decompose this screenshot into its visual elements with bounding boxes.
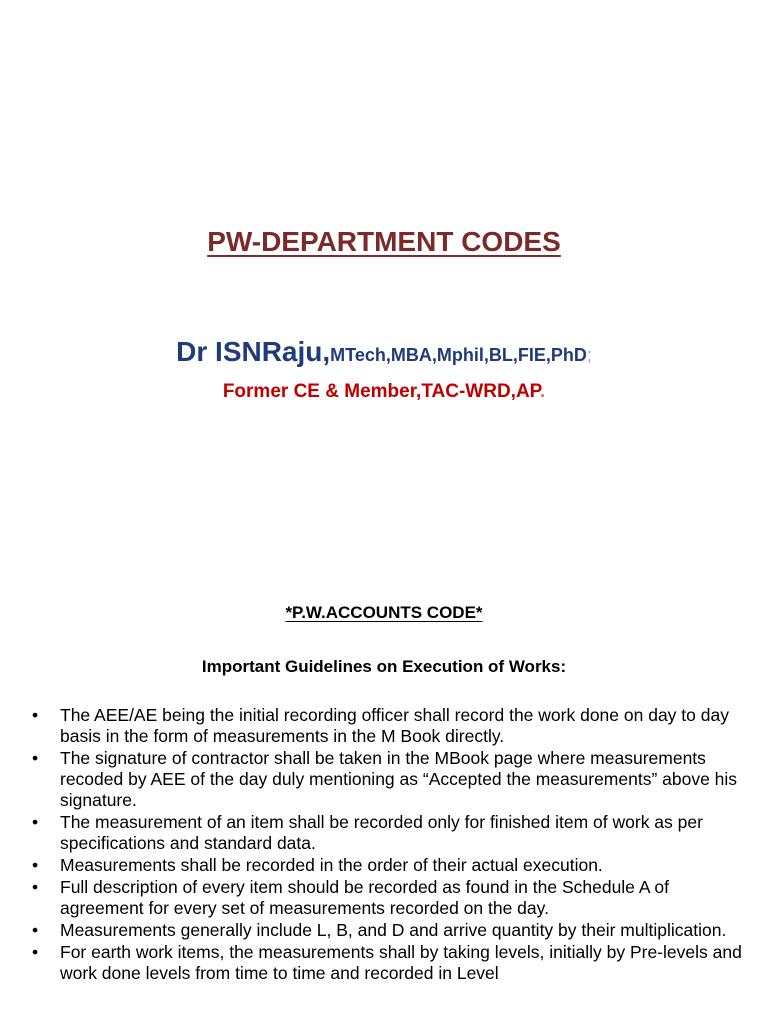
bullet-icon: • xyxy=(32,855,39,875)
guidelines-list xyxy=(32,705,752,985)
author-name: Dr ISNRaju, xyxy=(176,336,331,367)
section-heading: *P.W.ACCOUNTS CODE* xyxy=(285,603,483,622)
bullet-icon: • xyxy=(32,920,39,940)
author-position xyxy=(0,378,768,406)
list-item-text: Measurements shall be recorded in the order of their actual execution. xyxy=(60,855,603,875)
list-item xyxy=(32,942,752,984)
author-semicolon: ; xyxy=(586,345,592,365)
list-item-text: Measurements generally include L, B, and D and arrive quantity by their multiplication. xyxy=(60,920,727,940)
position-dot: . xyxy=(539,381,546,402)
list-item xyxy=(32,705,752,747)
list-item-text: Full description of every item should be recorded as found in the Schedule A of agreement for every set of measurements recorded on the day. xyxy=(60,877,669,918)
list-item-text: The signature of contractor shall be taken in the MBook page where measurements recoded by AEE of the day duly mentioning as “Accepted the measurements” above his signature. xyxy=(60,748,738,810)
list-item xyxy=(32,855,752,876)
bullet-icon: • xyxy=(32,877,39,897)
bullet-icon: • xyxy=(32,748,39,768)
list-item xyxy=(32,877,752,919)
bullet-icon: • xyxy=(32,812,39,832)
author-qualifications: MTech,MBA,Mphil,BL,FIE,PhD xyxy=(330,345,587,365)
list-item-text: The AEE/AE being the initial recording officer shall record the work done on day to day basis in the form of measurements in the M Book directly. xyxy=(60,705,729,746)
page-title: PW-DEPARTMENT CODES xyxy=(207,226,561,257)
list-item xyxy=(32,920,752,941)
list-item xyxy=(32,748,752,811)
guidelines-subheading: Important Guidelines on Execution of Works: xyxy=(201,657,567,676)
list-item-text: The measurement of an item shall be recorded only for finished item of work as per specifications and standard data. xyxy=(60,812,703,853)
list-item xyxy=(32,812,752,854)
list-item-text: For earth work items, the measurements shall by taking levels, initially by Pre-levels and work done levels from time to time and recorded in Level xyxy=(60,942,742,983)
bullet-icon: • xyxy=(32,942,39,962)
author-line xyxy=(0,334,768,375)
position-text: Former CE & Member,TAC-WRD,AP xyxy=(222,381,540,402)
bullet-icon: • xyxy=(32,705,39,725)
